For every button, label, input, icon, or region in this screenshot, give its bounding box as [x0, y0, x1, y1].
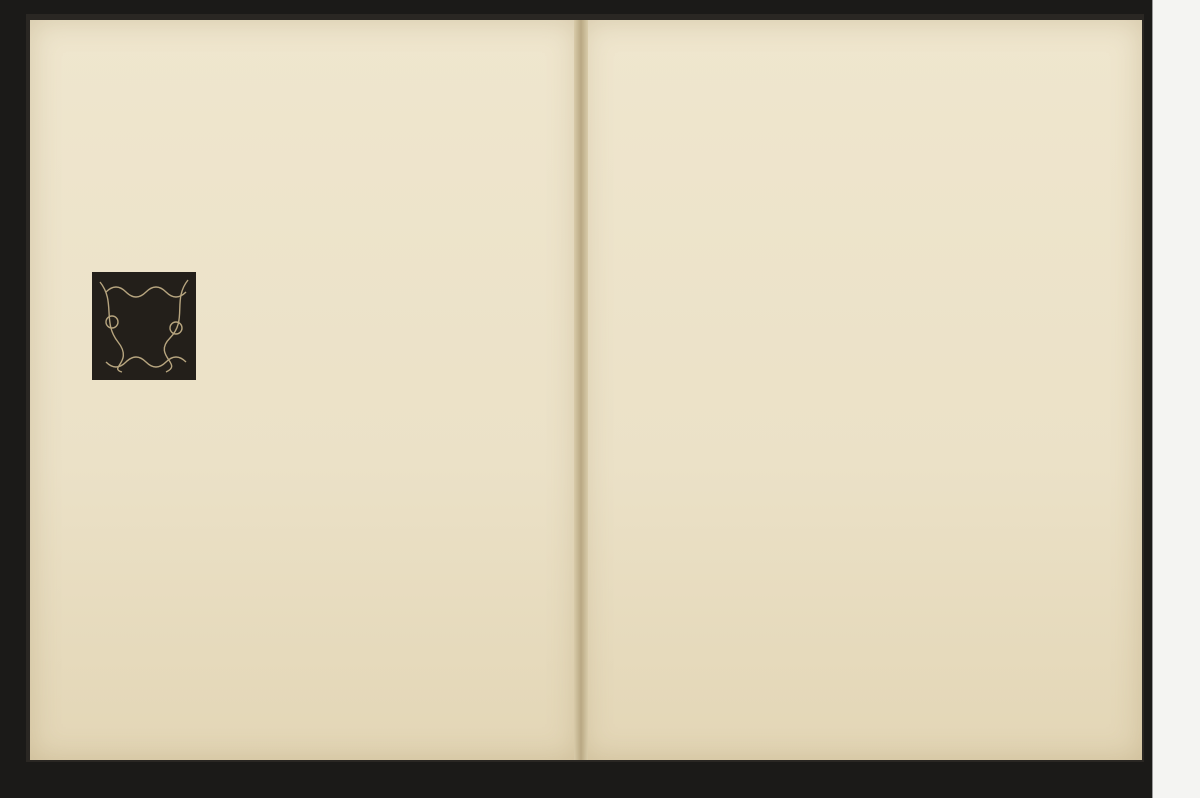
left-page — [30, 20, 578, 760]
measurement-ruler — [1152, 0, 1200, 798]
right-page — [582, 20, 1142, 760]
initial-ornament-icon — [92, 272, 196, 380]
decorated-initial — [92, 272, 196, 380]
book-spread — [26, 14, 1144, 762]
book-gutter — [574, 20, 588, 760]
